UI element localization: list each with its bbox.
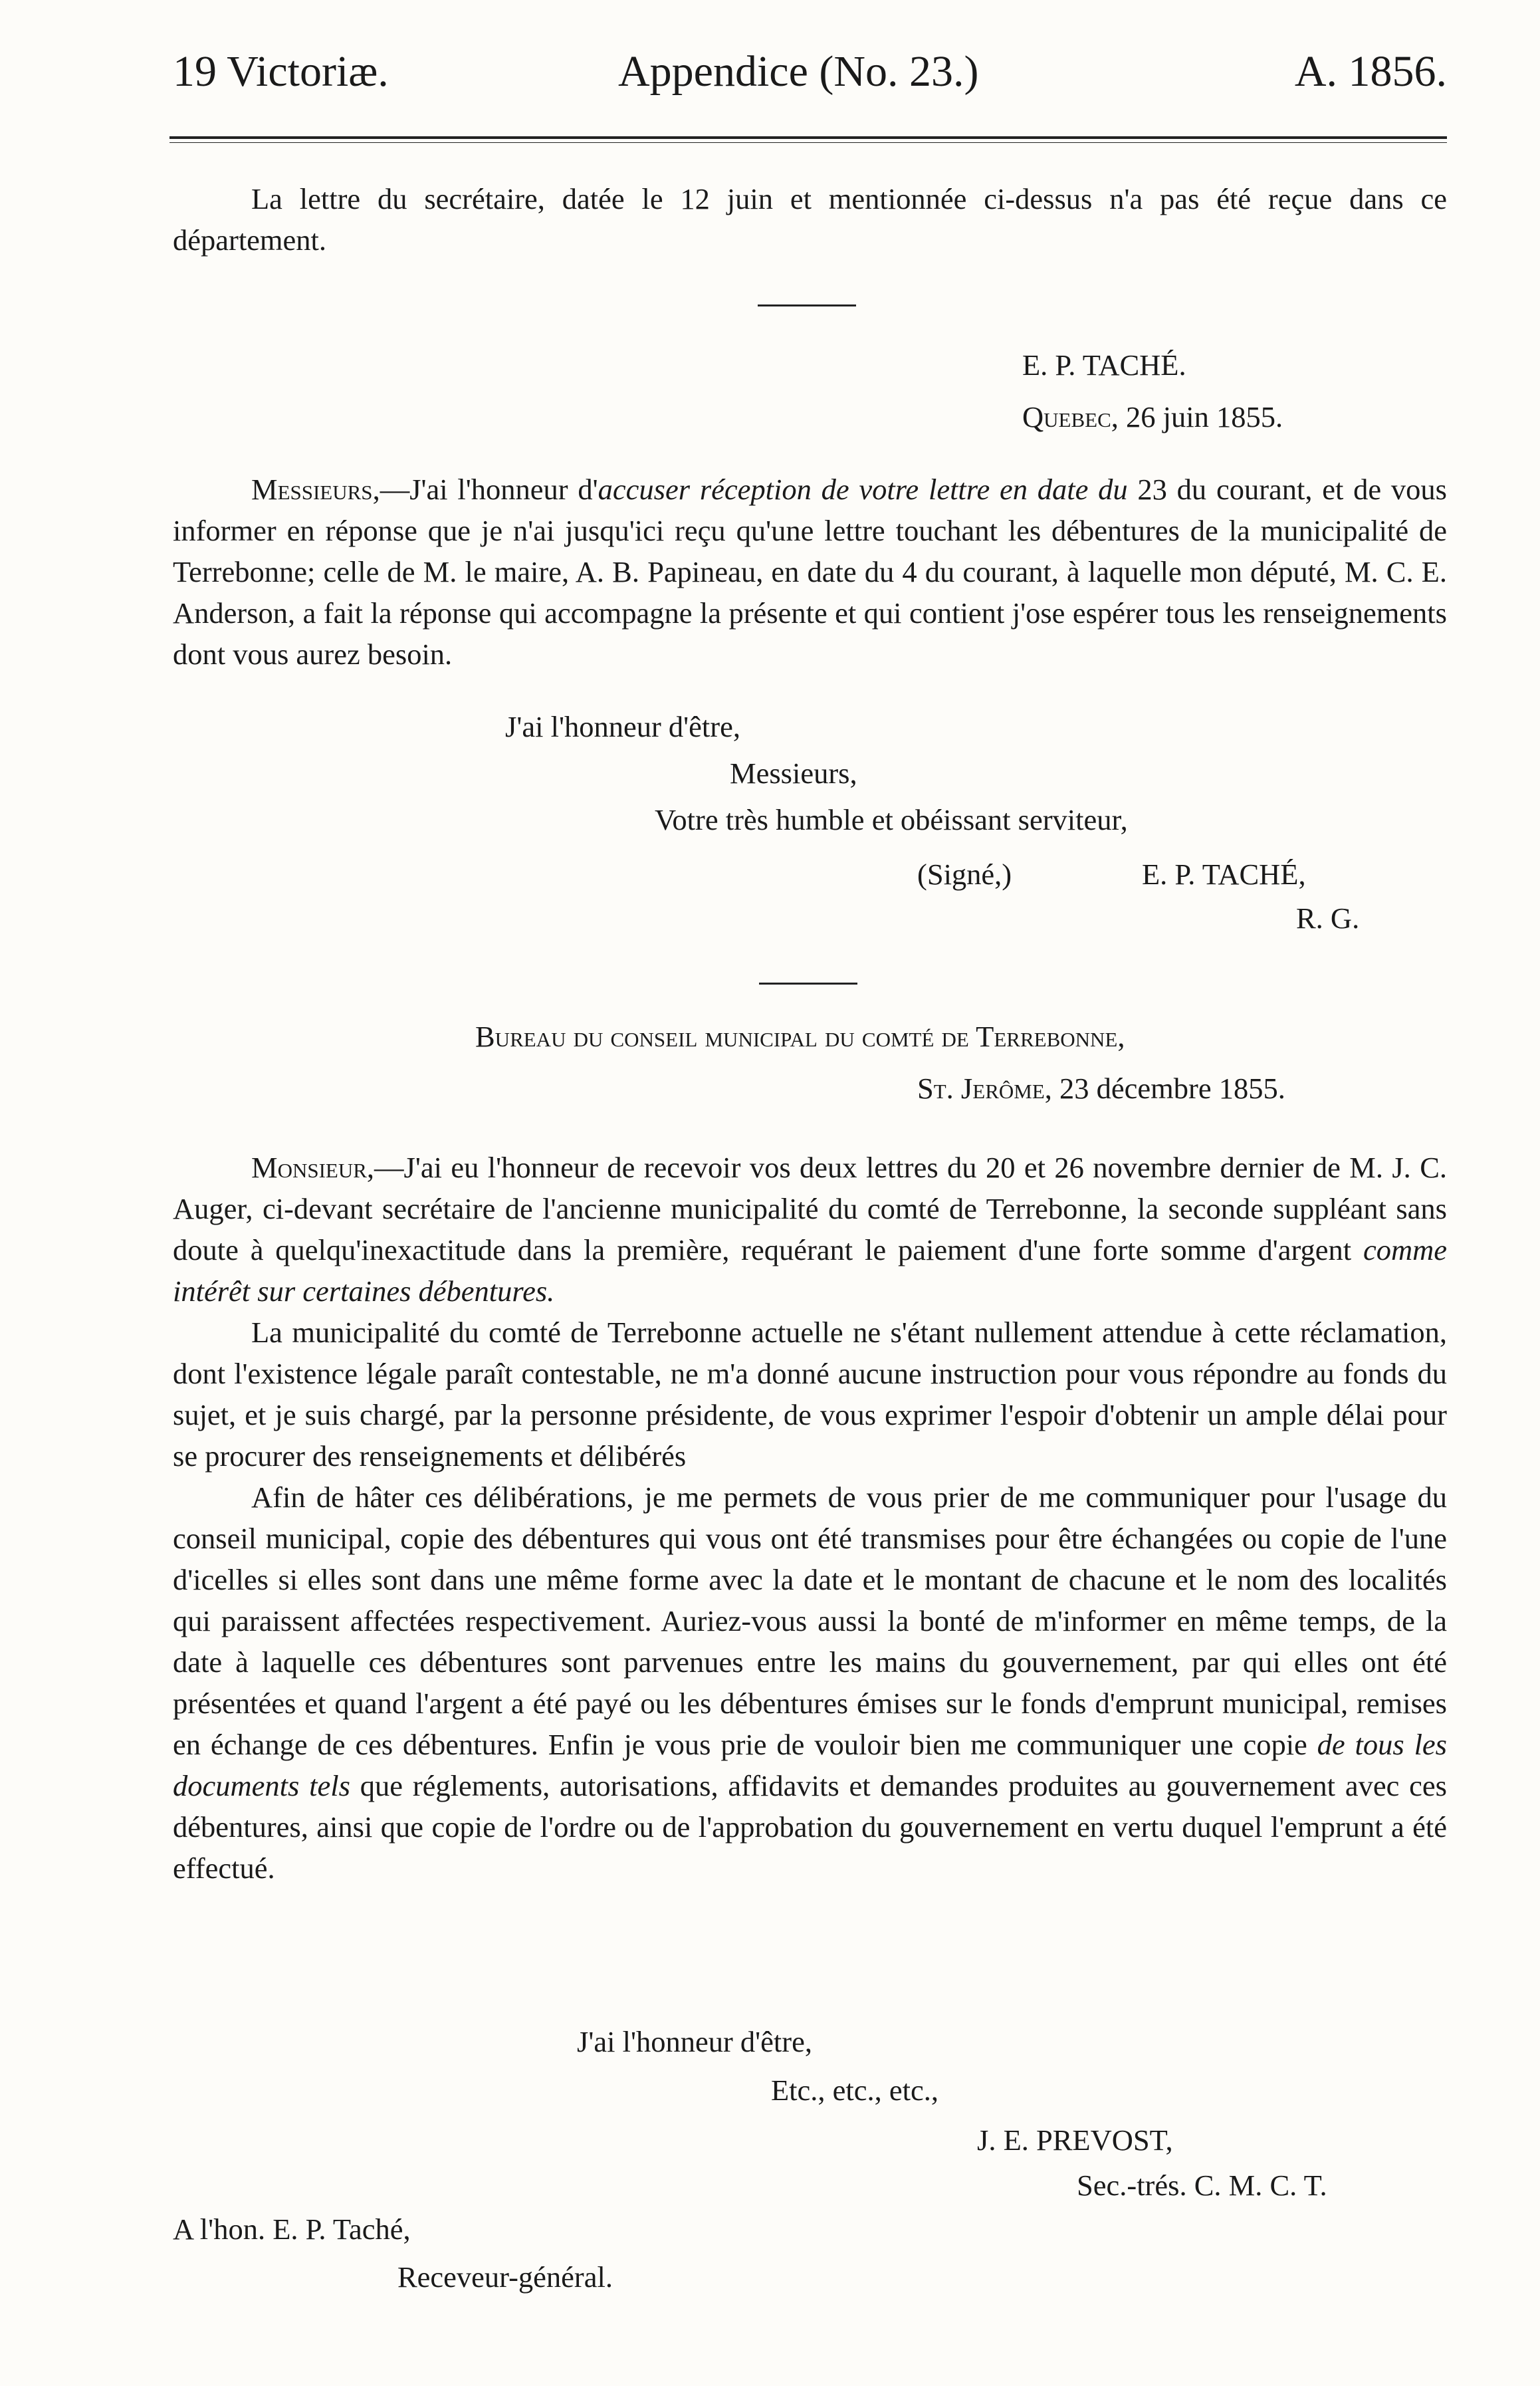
- letter2-paragraph-2: La municipalité du comté de Terrebonne actuelle ne s'étant nullement attendue à cette réclamation, dont l'existence légale paraît contestable, ne m'a donné aucune instruction pour vous répondre au fonds du sujet, et je suis chargé, par la personne présidente, de vous exprimer l'espoir d'obtenir un ample délai pour se procurer des renseignements et délibérés: [173, 1316, 1447, 1473]
- letter2-paragraph-1: Monsieur,—J'ai eu l'honneur de recevoir vos deux lettres du 20 et 26 novembre dernier de M. J. C. Auger, ci-devant secrétaire de l'ancienne municipalité du comté de Terrebonne, la seconde suppléant sans doute à quelqu'inexactitude dans la première, requérant le paiement d'une forte somme d'argent comme intérêt sur certaines débentures.: [173, 1151, 1447, 1308]
- letter1-closing-3: Votre très humble et obéissant serviteur,: [655, 803, 1128, 836]
- page-header: [173, 47, 1447, 106]
- header-appendix: Appendice (No. 23.): [618, 47, 979, 96]
- header-year: A. 1856.: [1294, 47, 1447, 96]
- letter1-dateline: Quebec, 26 juin 1855.: [1022, 400, 1283, 433]
- separator-2: [759, 983, 857, 985]
- letter1-signed: (Signé,): [917, 858, 1012, 891]
- letter2-title: Sec.-trés. C. M. C. T.: [1077, 2169, 1327, 2202]
- header-session: 19 Victoriæ.: [173, 47, 389, 96]
- letter1-signature: E. P. TACHÉ,: [1142, 858, 1306, 891]
- letter2-closing-1: J'ai l'honneur d'être,: [577, 2025, 812, 2058]
- note-signature: E. P. TACHÉ.: [1022, 348, 1186, 382]
- letter2-body: [173, 1147, 1447, 1889]
- letter1-closing-1: J'ai l'honneur d'être,: [505, 710, 740, 743]
- note-paragraph: La lettre du secrétaire, datée le 12 juin et mentionnée ci-dessus n'a pas été reçue dans ce département.: [173, 182, 1447, 257]
- letter2-signature: J. E. PREVOST,: [977, 2123, 1173, 2157]
- letter1-closing-2: Messieurs,: [730, 757, 857, 790]
- letter1-title: R. G.: [1296, 901, 1360, 935]
- letter2-dateline: St. Jerôme, 23 décembre 1855.: [917, 1072, 1285, 1105]
- letter1-body: Messieurs,—J'ai l'honneur d'accuser réception de votre lettre en date du 23 du courant, et de vous informer en réponse que je n'ai jusqu'ici reçu qu'une lettre touchant les débentures de la municipalité de Terrebonne; celle de M. le maire, A. B. Papineau, en date du 4 du courant, à laquelle mon député, M. C. E. Anderson, a fait la réponse qui accompagne la présente et qui contient j'ose espérer tous les renseignements dont vous aurez besoin.: [173, 473, 1447, 671]
- letter2-closing-2: Etc., etc., etc.,: [771, 2074, 939, 2107]
- header-rule: [169, 136, 1447, 143]
- letter2-office: Bureau du conseil municipal du comté de Terrebonne,: [475, 1020, 1125, 1053]
- letter2-paragraph-3: Afin de hâter ces délibérations, je me permets de vous prier de me communiquer pour l'usage du conseil municipal, copie des débentures qui vous ont été transmises pour être échangées ou copie de l'une d'icelles si elles sont dans une même forme avec la date et le montant de chacune et le nom des localités qui paraissent affectées respectivement. Auriez-vous aussi la bonté de m'informer en même temps, de la date à laquelle ces débentures sont parvenues entre les mains du gouvernement, par qui elles ont été présentées et quand l'argent a été payé ou les débentures émises sur le fonds d'emprunt municipal, remises en échange de ces débentures. Enfin je vous prie de vouloir bien me communiquer une copie de tous les documents tels que réglements, autorisations, affidavits et demandes produites au gouvernement avec ces débentures, ainsi que copie de l'ordre ou de l'approbation du gouvernement en vertu duquel l'emprunt a été effectué.: [173, 1481, 1447, 1885]
- separator-1: [758, 304, 856, 306]
- addressee-title: Receveur-général.: [397, 2260, 613, 2294]
- addressee-name: A l'hon. E. P. Taché,: [173, 2212, 411, 2246]
